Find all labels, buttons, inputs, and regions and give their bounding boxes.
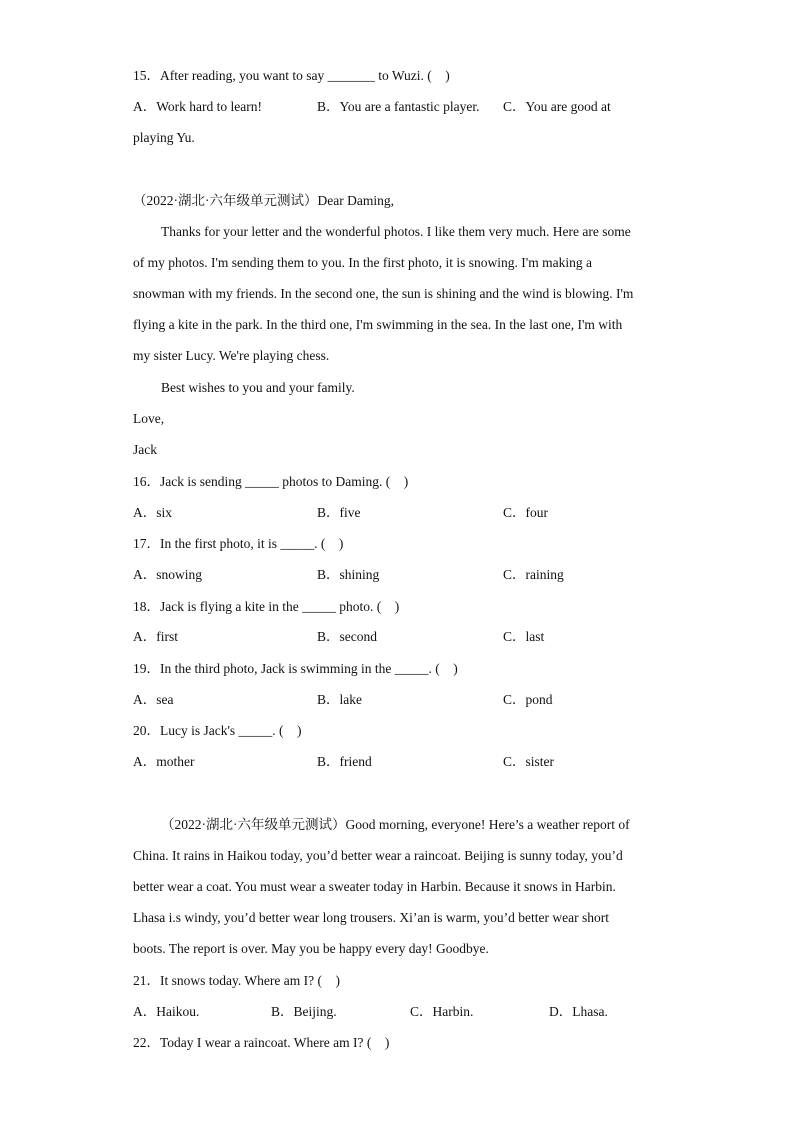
question-16-stem: 16．Jack is sending _____ photos to Daming. ( ) [133, 474, 409, 489]
question-21-stem: 21．It snows today. Where am I? ( ) [133, 973, 340, 988]
passage2-line: Lhasa i.s windy, you’d better wear long trousers. Xi’an is warm, you’d better wear short [133, 910, 609, 925]
q20-option-c: C．sister [503, 754, 555, 769]
q18-option-a: A．first [133, 629, 178, 644]
q17-option-b: B．shining [317, 567, 380, 582]
passage1-closing: Love, [133, 411, 165, 426]
q16-option-a: A．six [133, 505, 173, 520]
q21-option-a: A．Haikou. [133, 1004, 200, 1019]
passage1-line: flying a kite in the park. In the third one, I'm swimming in the sea. In the last one, I'm with [133, 317, 623, 332]
passage1-wishes: Best wishes to you and your family. [161, 380, 355, 395]
passage2-line: （2022·湖北·六年级单元测试）Good morning, everyone! Here’s a weather report of [161, 817, 630, 832]
passage1-line: Thanks for your letter and the wonderful photos. I like them very much. Here are some [161, 224, 631, 239]
question-17-stem: 17．In the first photo, it is _____. ( ) [133, 536, 344, 551]
question-19-stem: 19．In the third photo, Jack is swimming in the _____. ( ) [133, 661, 458, 676]
q15-option-b: B．You are a fantastic player. [317, 99, 480, 114]
q17-option-a: A．snowing [133, 567, 203, 582]
passage2-line: better wear a coat. You must wear a sweater today in Harbin. Because it snows in Harbin. [133, 879, 616, 894]
q19-option-b: B．lake [317, 692, 362, 707]
q20-option-b: B．friend [317, 754, 372, 769]
question-20-stem: 20．Lucy is Jack's _____. ( ) [133, 723, 302, 738]
passage2-line: China. It rains in Haikou today, you’d better wear a raincoat. Beijing is sunny today, you’d [133, 848, 623, 863]
q19-option-c: C．pond [503, 692, 553, 707]
q15-option-c: C．You are good at [503, 99, 611, 114]
passage1-line: snowman with my friends. In the second one, the sun is shining and the wind is blowing. I'm [133, 286, 634, 301]
question-15-stem: 15．After reading, you want to say _______ to Wuzi. ( ) [133, 68, 450, 83]
q18-option-b: B．second [317, 629, 377, 644]
q15-option-a: A．Work hard to learn! [133, 99, 262, 114]
q17-option-c: C．raining [503, 567, 564, 582]
q20-option-a: A．mother [133, 754, 195, 769]
passage1-line: of my photos. I'm sending them to you. In the first photo, it is snowing. I'm making a [133, 255, 592, 270]
q19-option-a: A．sea [133, 692, 174, 707]
passage1-line: my sister Lucy. We're playing chess. [133, 348, 330, 363]
passage1-signature: Jack [133, 442, 157, 457]
question-18-stem: 18．Jack is flying a kite in the _____ photo. ( ) [133, 599, 400, 614]
q15-option-c-wrap: playing Yu. [133, 130, 195, 145]
q21-option-d: D．Lhasa. [549, 1004, 608, 1019]
q16-option-c: C．four [503, 505, 548, 520]
q21-option-b: B．Beijing. [271, 1004, 337, 1019]
q18-option-c: C．last [503, 629, 545, 644]
passage1-intro: （2022·湖北·六年级单元测试）Dear Daming, [133, 193, 394, 208]
passage2-line: boots. The report is over. May you be happy every day! Goodbye. [133, 941, 489, 956]
q16-option-b: B．five [317, 505, 361, 520]
q21-option-c: C．Harbin. [410, 1004, 474, 1019]
question-22-stem: 22．Today I wear a raincoat. Where am I? ( ) [133, 1035, 390, 1050]
